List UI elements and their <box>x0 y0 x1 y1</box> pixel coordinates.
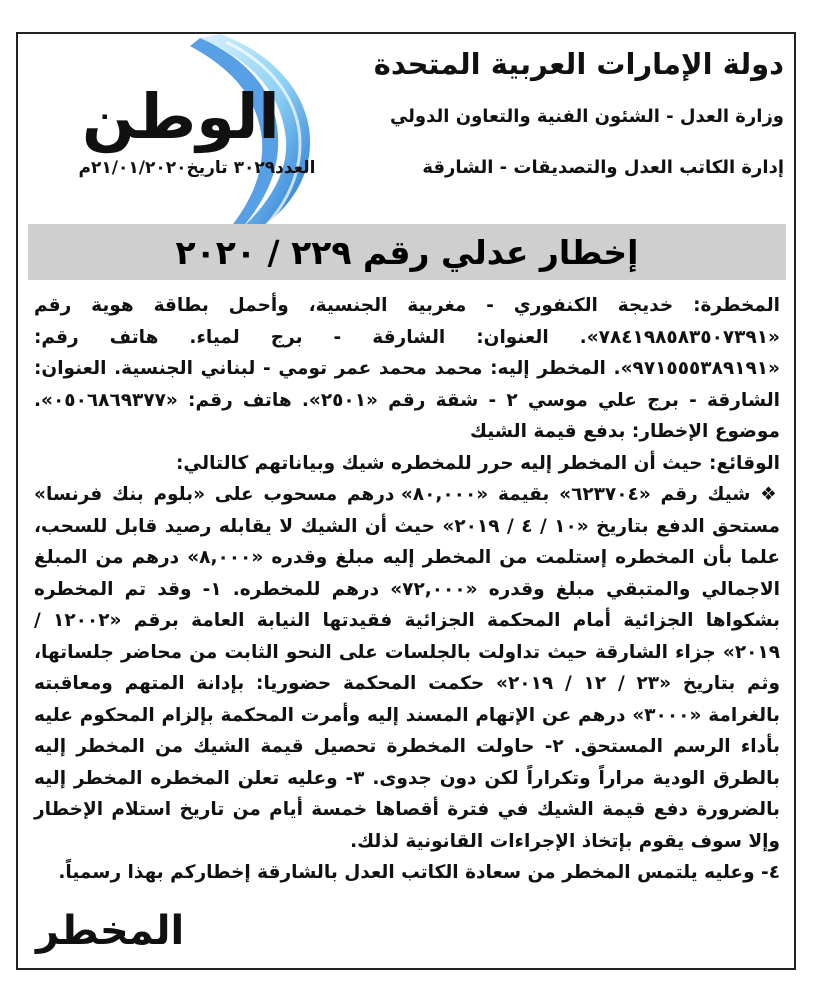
department-line: إدارة الكاتب العدل والتصديقات - الشارقة <box>422 157 784 178</box>
signature: المخطر <box>36 908 185 954</box>
notice-paragraph: ❖ شيك رقم «٦٢٣٧٠٤» بقيمة «٨٠,٠٠٠» درهم مسحوب على «بلوم بنك فرنسا» مستحق الدفع بتاريخ «١٠ / ٤ / ٢٠١٩» حيث أن الشيك لا يقابله رصيد قابل للسحب، علما بأن المخطره إستلمت من المخطر إليه مبلغ وقدره «٨,٠٠٠» درهم من المبلغ الاجمالي والمتبقي مبلغ وقدره «٧٢,٠٠٠» درهم للمخطره. ١- وقد تم المخطره بشكواها الجزائية أمام المحكمة الجزائية فقيدتها النيابة العامة برقم «١٢٠٠٢ / ٢٠١٩» جزاء الشارقة حيث تداولت بالجلسات على النحو الثابت من محاضر جلساتها، وثم بتاريخ «٢٣ / ١٢ / ٢٠١٩» حكمت المحكمة حضوريا: بإدانة المتهم ومعاقبته بالغرامة «٣٠٠٠» درهم عن الإتهام المسند إليه وأمرت المحكمة بإلزام المحكوم عليه بأداء الرسم المستحق. ٢- حاولت المخطرة تحصيل قيمة الشيك من المخطر إليه بالطرق الودية مراراً وتكراراً لكن دون جدوى. ٣- وعليه تعلن المخطره المخطر إليه بالضرورة دفع قيمة الشيك في فترة أقصاها خمسة أيام من تاريخ استلام الإخطار وإلا سوف يقوم بإتخاذ الإجراءات القانونية لذلك. <box>34 484 781 852</box>
ministry-line: وزارة العدل - الشئون الفنية والتعاون الدولي <box>389 106 784 127</box>
issue-info: العدد٣٠٢٩ تاريخ٢١/٠١/٢٠٢٠م <box>78 158 316 178</box>
title-band <box>28 224 786 280</box>
notice-body <box>34 290 780 889</box>
notice-paragraph: الوقائع: حيث أن المخطر إليه حرر للمخطره شيك وبياناتهم كالتالي: <box>176 452 780 474</box>
newspaper-name: الوطن <box>82 80 280 153</box>
notice-paragraph: ٤- وعليه يلتمس المخطر من سعادة الكاتب العدل بالشارقة إخطاركم بهذا رسمياً. <box>58 862 780 883</box>
official-header <box>364 44 784 178</box>
notice-paragraph: المخطرة: خديجة الكنفوري - مغربية الجنسية، وأحمل بطاقة هوية رقم «٧٨٤١٩٨٥٨٣٥٠٧٣٩١». العنوان: الشارقة - برج لمياء. هاتف رقم: «٩٧١٥٥٥٣٨٩١٩١». المخطر إليه: محمد محمد عمر تومي - لبناني الجنسية. العنوان: الشارقة - برج علي موسي ٢ - شقة رقم «٢٥٠١». هاتف رقم: «٠٥٠٦٨٦٩٣٧٧». موضوع الإخطار: بدفع قيمة الشيك <box>34 295 780 442</box>
notice-title: إخطار عدلي رقم ٢٢٩ / ٢٠٢٠ <box>175 232 639 272</box>
state-title: دولة الإمارات العربية المتحدة <box>373 47 784 81</box>
